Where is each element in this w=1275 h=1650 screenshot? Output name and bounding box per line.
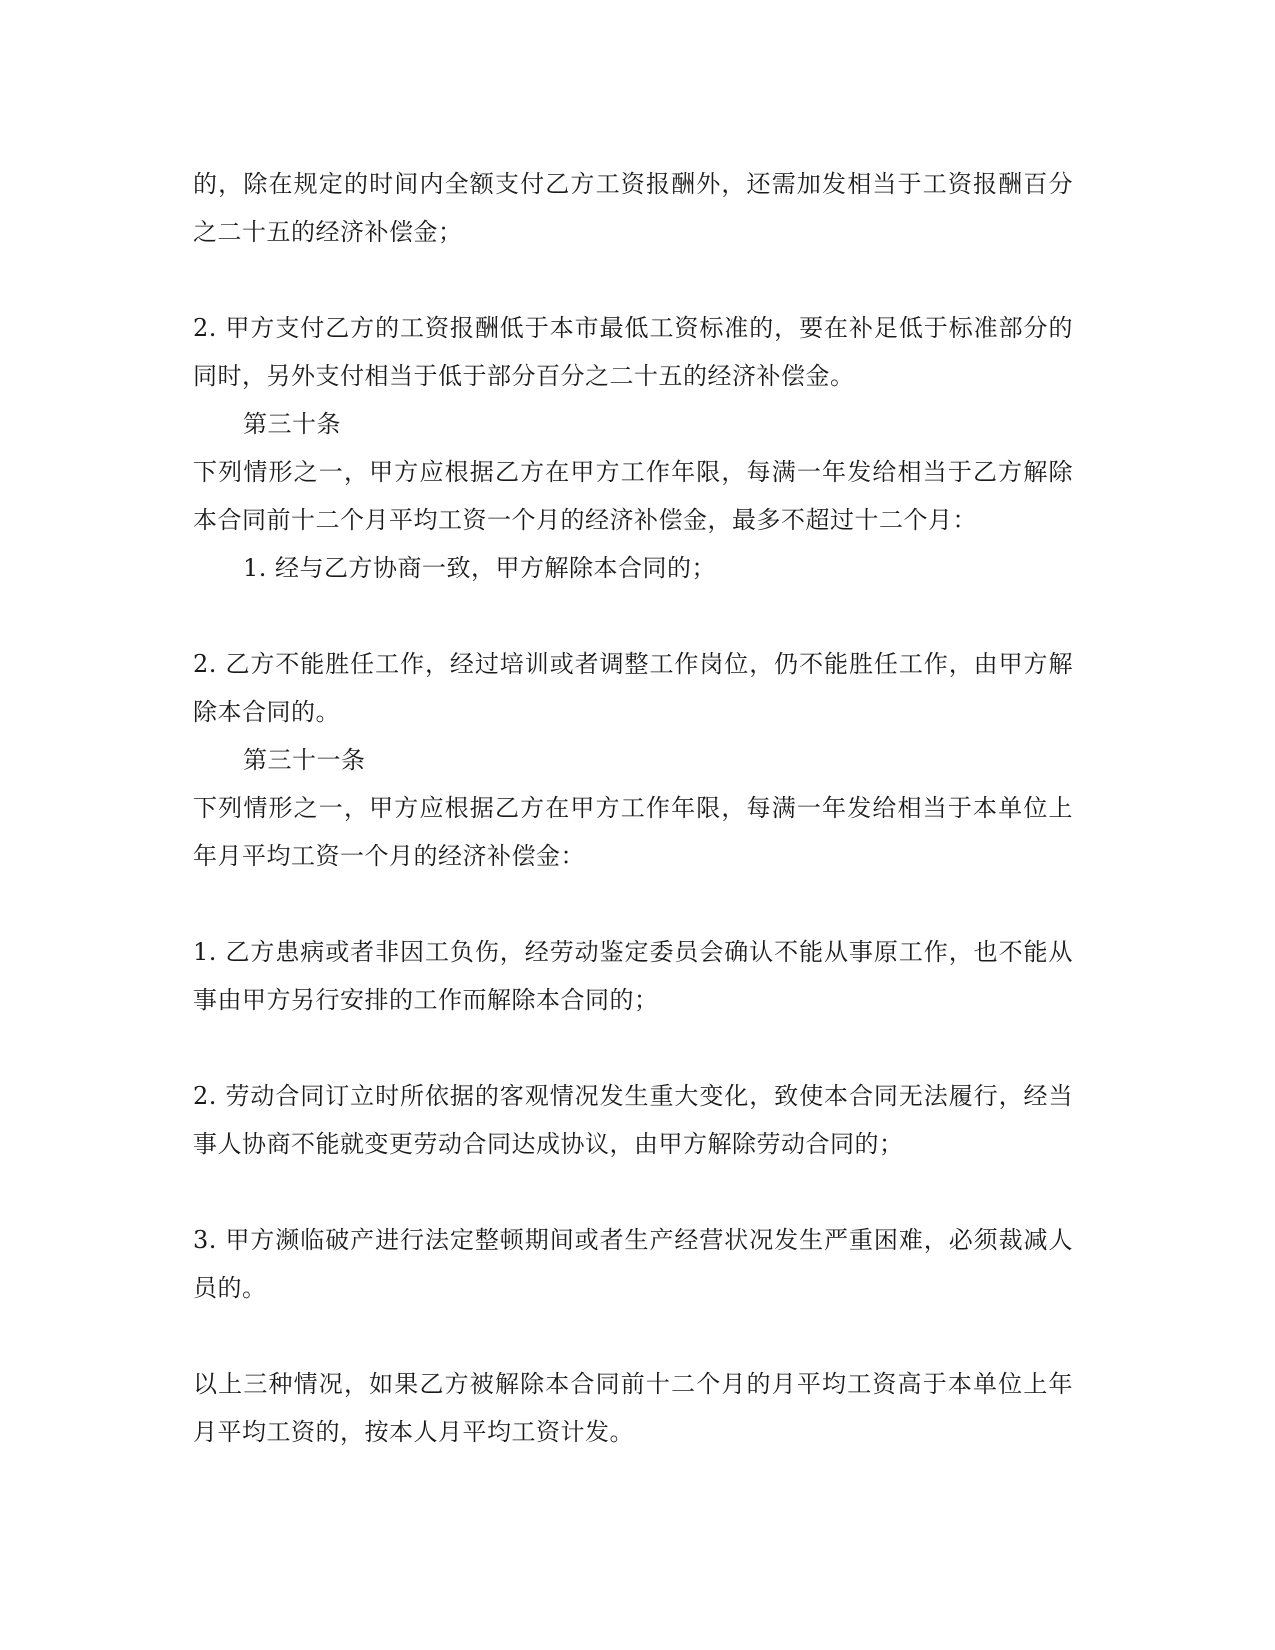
article-31-item-1: 1. 乙方患病或者非因工负伤，经劳动鉴定委员会确认不能从事原工作，也不能从事由甲方另行安排的工作而解除本合同的； <box>193 938 1073 1014</box>
paragraph-continuation: 的，除在规定的时间内全额支付乙方工资报酬外，还需加发相当于工资报酬百分之二十五的经济补偿金； <box>193 170 1073 246</box>
article-31-body: 下列情形之一，甲方应根据乙方在甲方工作年限，每满一年发给相当于本单位上年月平均工资一个月的经济补偿金： <box>193 794 1073 870</box>
article-30-item-2: 2. 乙方不能胜任工作，经过培训或者调整工作岗位，仍不能胜任工作，由甲方解除本合同的。 <box>193 650 1073 726</box>
article-heading-31: 第三十一条 <box>243 746 366 774</box>
document-body <box>193 160 1073 1456</box>
article-31-closing-note: 以上三种情况，如果乙方被解除本合同前十二个月的月平均工资高于本单位上年月平均工资的，按本人月平均工资计发。 <box>193 1370 1073 1446</box>
paragraph-item-2-wage: 2. 甲方支付乙方的工资报酬低于本市最低工资标准的，要在补足低于标准部分的同时，另外支付相当于低于部分百分之二十五的经济补偿金。 <box>193 314 1073 390</box>
article-30-body: 下列情形之一，甲方应根据乙方在甲方工作年限，每满一年发给相当于乙方解除本合同前十二个月平均工资一个月的经济补偿金，最多不超过十二个月： <box>193 458 1073 534</box>
article-heading-30: 第三十条 <box>243 410 341 438</box>
article-30-item-1: 1. 经与乙方协商一致，甲方解除本合同的； <box>243 554 717 582</box>
article-31-item-3: 3. 甲方濒临破产进行法定整顿期间或者生产经营状况发生严重困难，必须裁减人员的。 <box>193 1226 1073 1302</box>
article-31-item-2: 2. 劳动合同订立时所依据的客观情况发生重大变化，致使本合同无法履行，经当事人协商不能就变更劳动合同达成协议，由甲方解除劳动合同的； <box>193 1082 1073 1158</box>
